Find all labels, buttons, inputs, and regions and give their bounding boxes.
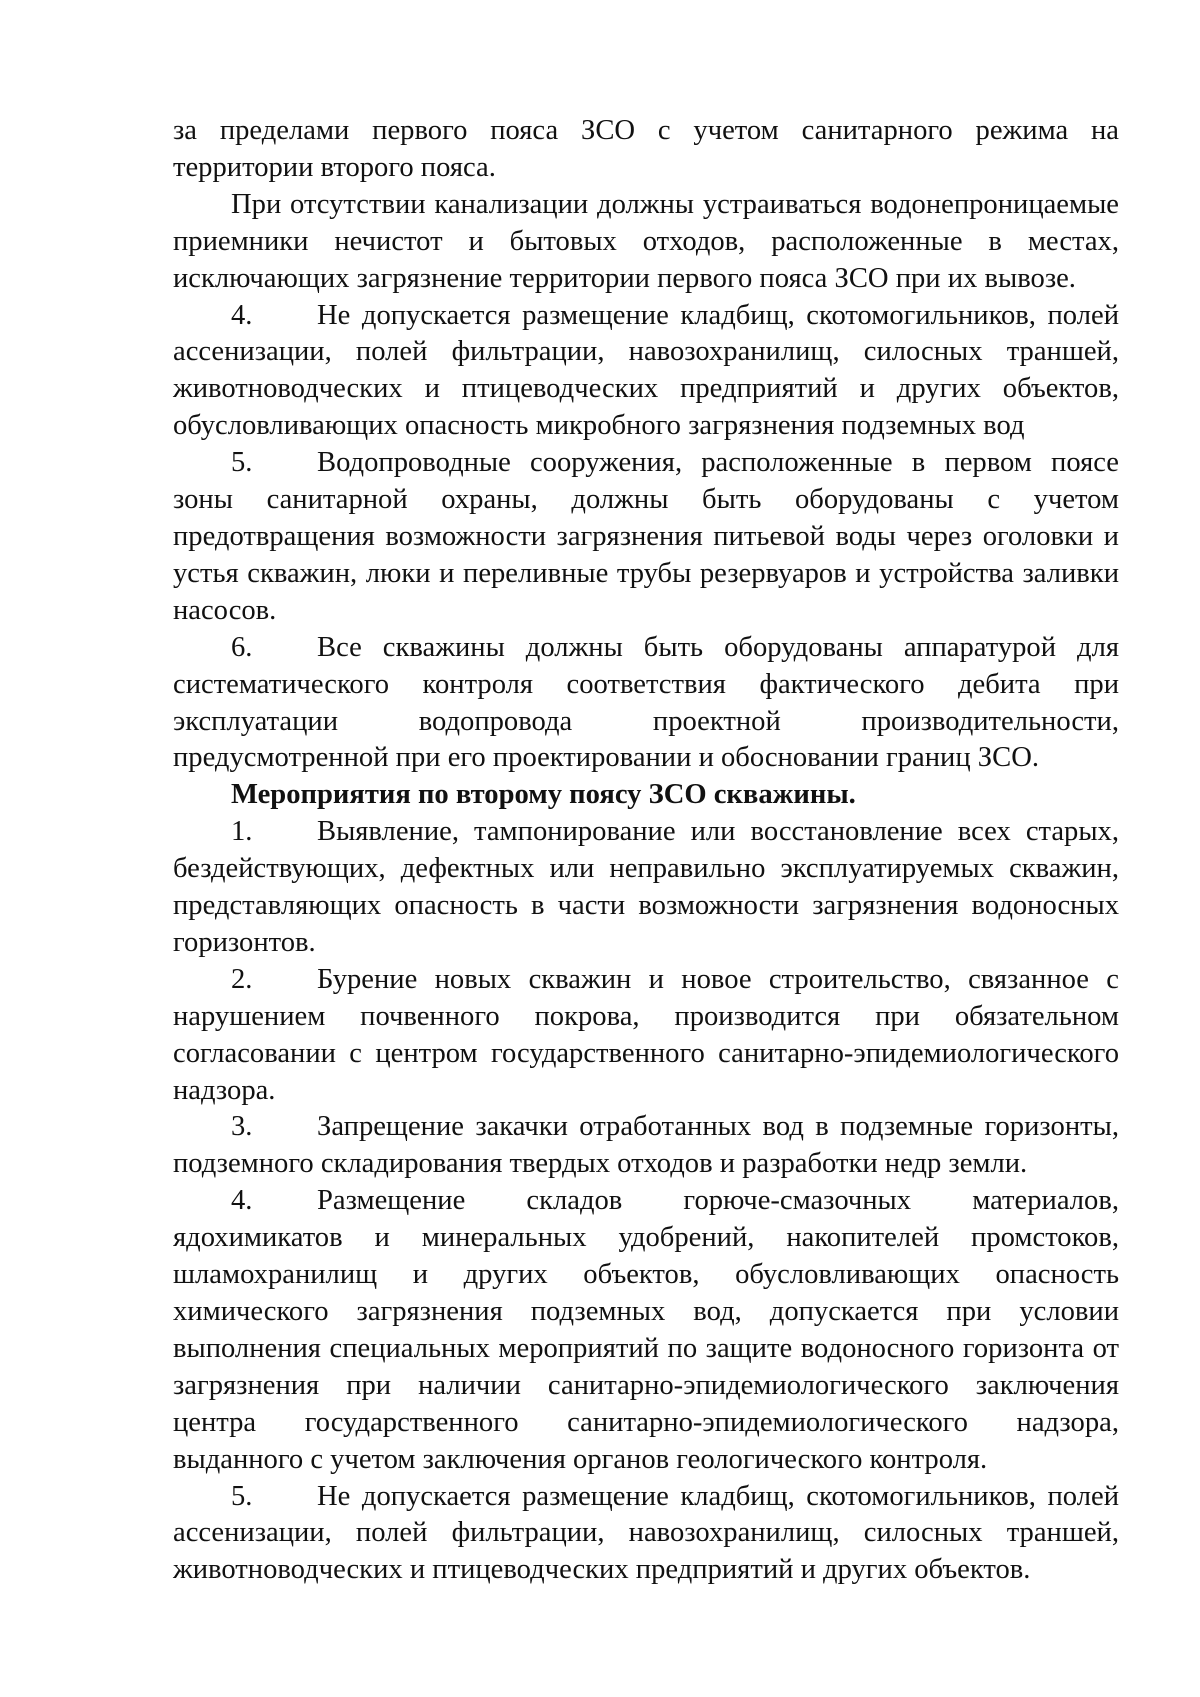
item-text: Бурение новых скважин и новое строительство, связанное с нарушением почвенного покрова, производится при обязательном согласовании с центром государственного санитарно-эпидемиологического надзора. xyxy=(173,963,1119,1106)
paragraph-text: При отсутствии канализации должны устраиваться водонепроницаемые приемники нечистот и бытовых отходов, расположенные в местах, исключающих загрязнение территории первого пояса ЗСО при их вывозе. xyxy=(173,188,1119,294)
item-text: Запрещение закачки отработанных вод в подземные горизонты, подземного складирования твердых отходов и разработки недр земли. xyxy=(173,1111,1119,1180)
paragraph-continuation xyxy=(173,113,1119,187)
paragraph-text: за пределами первого пояса ЗСО с учетом санитарного режима на территории второго пояса. xyxy=(173,115,1119,183)
item-number: 5. xyxy=(231,1480,253,1512)
item-text: Не допускается размещение кладбищ, скотомогильников, полей ассенизации, полей фильтрации, навозохранилищ, силосных траншей, животноводческих и птицеводческих предприятий и других объектов. xyxy=(173,1480,1119,1586)
zone2-item-4 xyxy=(173,1183,1119,1478)
zone1-item-5 xyxy=(173,445,1119,630)
item-number: 2. xyxy=(231,963,253,995)
item-number: 3. xyxy=(231,1111,253,1143)
item-text: Выявление, тампонирование или восстановление всех старых, бездействующих, дефектных или неправильно эксплуатируемых скважин, представляющих опасность в части возможности загрязнения водоносных горизонтов. xyxy=(173,816,1119,958)
zone1-item-4 xyxy=(173,298,1119,446)
item-number: 6. xyxy=(231,631,253,663)
item-number: 4. xyxy=(231,299,253,331)
zone1-item-6 xyxy=(173,630,1119,778)
item-text: Все скважины должны быть оборудованы аппаратурой для систематического контроля соответствия фактического дебита при эксплуатации водопровода проектной производительности, предусмотренной при его проектировании и обосновании границ ЗСО. xyxy=(173,631,1119,774)
item-text: Размещение складов горюче-смазочных материалов, ядохимикатов и минеральных удобрений, накопителей промстоков, шламохранилищ и других объектов, обусловливающих опасность химического загрязнения подземных вод, допускается при условии выполнения специальных мероприятий по защите водоносного горизонта от загрязнения при наличии санитарно-эпидемиологического заключения центра государственного санитарно-эпидемиологического надзора, выданного с учетом заключения органов геологического контроля. xyxy=(173,1185,1119,1475)
zone2-item-2 xyxy=(173,962,1119,1110)
item-number: 5. xyxy=(231,447,253,479)
zone2-item-3 xyxy=(173,1109,1119,1183)
zone2-item-5 xyxy=(173,1479,1119,1590)
document-body xyxy=(173,113,1119,1589)
item-text: Водопроводные сооружения, расположенные в первом поясе зоны санитарной охраны, должны быть оборудованы с учетом предотвращения возможности загрязнения питьевой воды через оголовки и устья скважин, люки и переливные трубы резервуаров и устройства заливки насосов. xyxy=(173,447,1119,626)
item-number: 4. xyxy=(231,1185,253,1217)
section-heading xyxy=(173,777,1119,814)
heading-text: Мероприятия по второму поясу ЗСО скважины. xyxy=(231,779,856,811)
item-number: 1. xyxy=(231,816,253,848)
paragraph-no-sewer xyxy=(173,187,1119,298)
item-text: Не допускается размещение кладбищ, скотомогильников, полей ассенизации, полей фильтрации, навозохранилищ, силосных траншей, животноводческих и птицеводческих предприятий и других объектов, обусловливающих опасность микробного загрязнения подземных вод xyxy=(173,299,1119,442)
zone2-item-1 xyxy=(173,814,1119,962)
